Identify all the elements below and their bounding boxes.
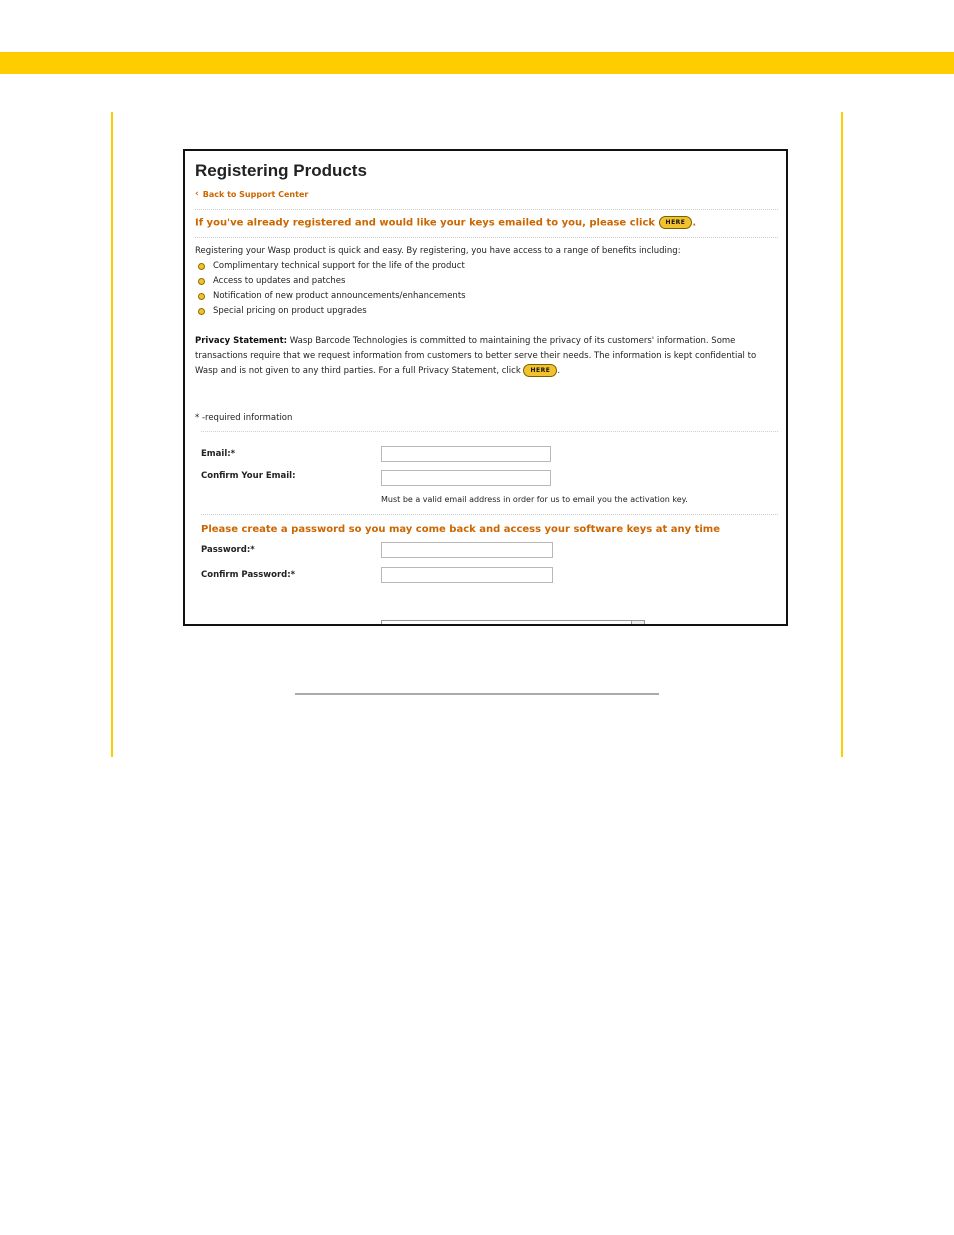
divider xyxy=(195,237,778,238)
divider xyxy=(195,209,778,210)
divider xyxy=(201,431,778,432)
benefits-list xyxy=(195,259,778,319)
keys-notice-end: . xyxy=(692,217,697,229)
list-item: Notification of new product announcements/enhancements xyxy=(195,289,778,304)
left-margin-rule xyxy=(111,112,113,757)
email-section xyxy=(195,444,778,506)
registration-page-screenshot xyxy=(183,149,788,626)
bullet-icon xyxy=(198,293,205,300)
header-accent-bar xyxy=(0,52,954,74)
confirm-password-input[interactable] xyxy=(381,567,553,583)
required-note: * -required information xyxy=(195,412,293,423)
bullet-icon xyxy=(198,308,205,315)
list-item: Special pricing on product upgrades xyxy=(195,304,778,319)
chevron-down-icon xyxy=(631,621,644,626)
privacy-statement xyxy=(195,334,778,379)
list-item: Access to updates and patches xyxy=(195,274,778,289)
privacy-heading: Privacy Statement: xyxy=(195,335,288,346)
confirm-email-row xyxy=(195,469,778,494)
bullet-icon xyxy=(198,278,205,285)
right-margin-rule xyxy=(841,112,843,757)
password-input[interactable] xyxy=(381,542,553,558)
confirm-email-label: Confirm Your Email: xyxy=(201,470,296,481)
email-label: Email:* xyxy=(201,448,236,459)
back-link-label: Back to Support Center xyxy=(202,189,309,199)
list-item: Complimentary technical support for the life of the product xyxy=(195,259,778,274)
privacy-end: . xyxy=(557,365,561,376)
registration-content xyxy=(195,159,778,591)
chevron-left-icon: ‹ xyxy=(195,189,199,199)
keys-notice-text: If you've already registered and would like your keys emailed to you, please click xyxy=(195,217,656,229)
privacy-text: Wasp Barcode Technologies is committed to maintaining the privacy of its customers' information. Some transactions require that we request information from customers to better serve their needs. The information is kept confidential to Wasp and is not given to any third parties. For a full Privacy Statement, click xyxy=(195,335,757,376)
caption-rule xyxy=(295,693,659,695)
bullet-icon xyxy=(198,263,205,270)
password-row xyxy=(195,541,778,566)
email-input[interactable] xyxy=(381,446,551,462)
keys-notice xyxy=(195,216,778,231)
password-section xyxy=(195,541,778,591)
email-hint: Must be a valid email address in order for us to email you the activation key. xyxy=(381,494,688,504)
back-to-support-link[interactable] xyxy=(195,189,778,199)
confirm-password-label: Confirm Password:* xyxy=(201,569,296,580)
intro-text: Registering your Wasp product is quick and easy. By registering, you have access to a range of benefits including: xyxy=(195,245,681,256)
confirm-password-row xyxy=(195,566,778,591)
email-row xyxy=(195,444,778,469)
keys-here-button[interactable]: HERE xyxy=(659,216,693,229)
password-label: Password:* xyxy=(201,544,255,555)
password-prompt: Please create a password so you may come back and access your software keys at any time xyxy=(201,523,720,535)
cropped-select-field[interactable] xyxy=(381,620,645,626)
privacy-here-button[interactable]: HERE xyxy=(523,364,557,377)
confirm-email-input[interactable] xyxy=(381,470,551,486)
page-title: Registering Products xyxy=(195,161,367,180)
divider xyxy=(201,514,778,515)
